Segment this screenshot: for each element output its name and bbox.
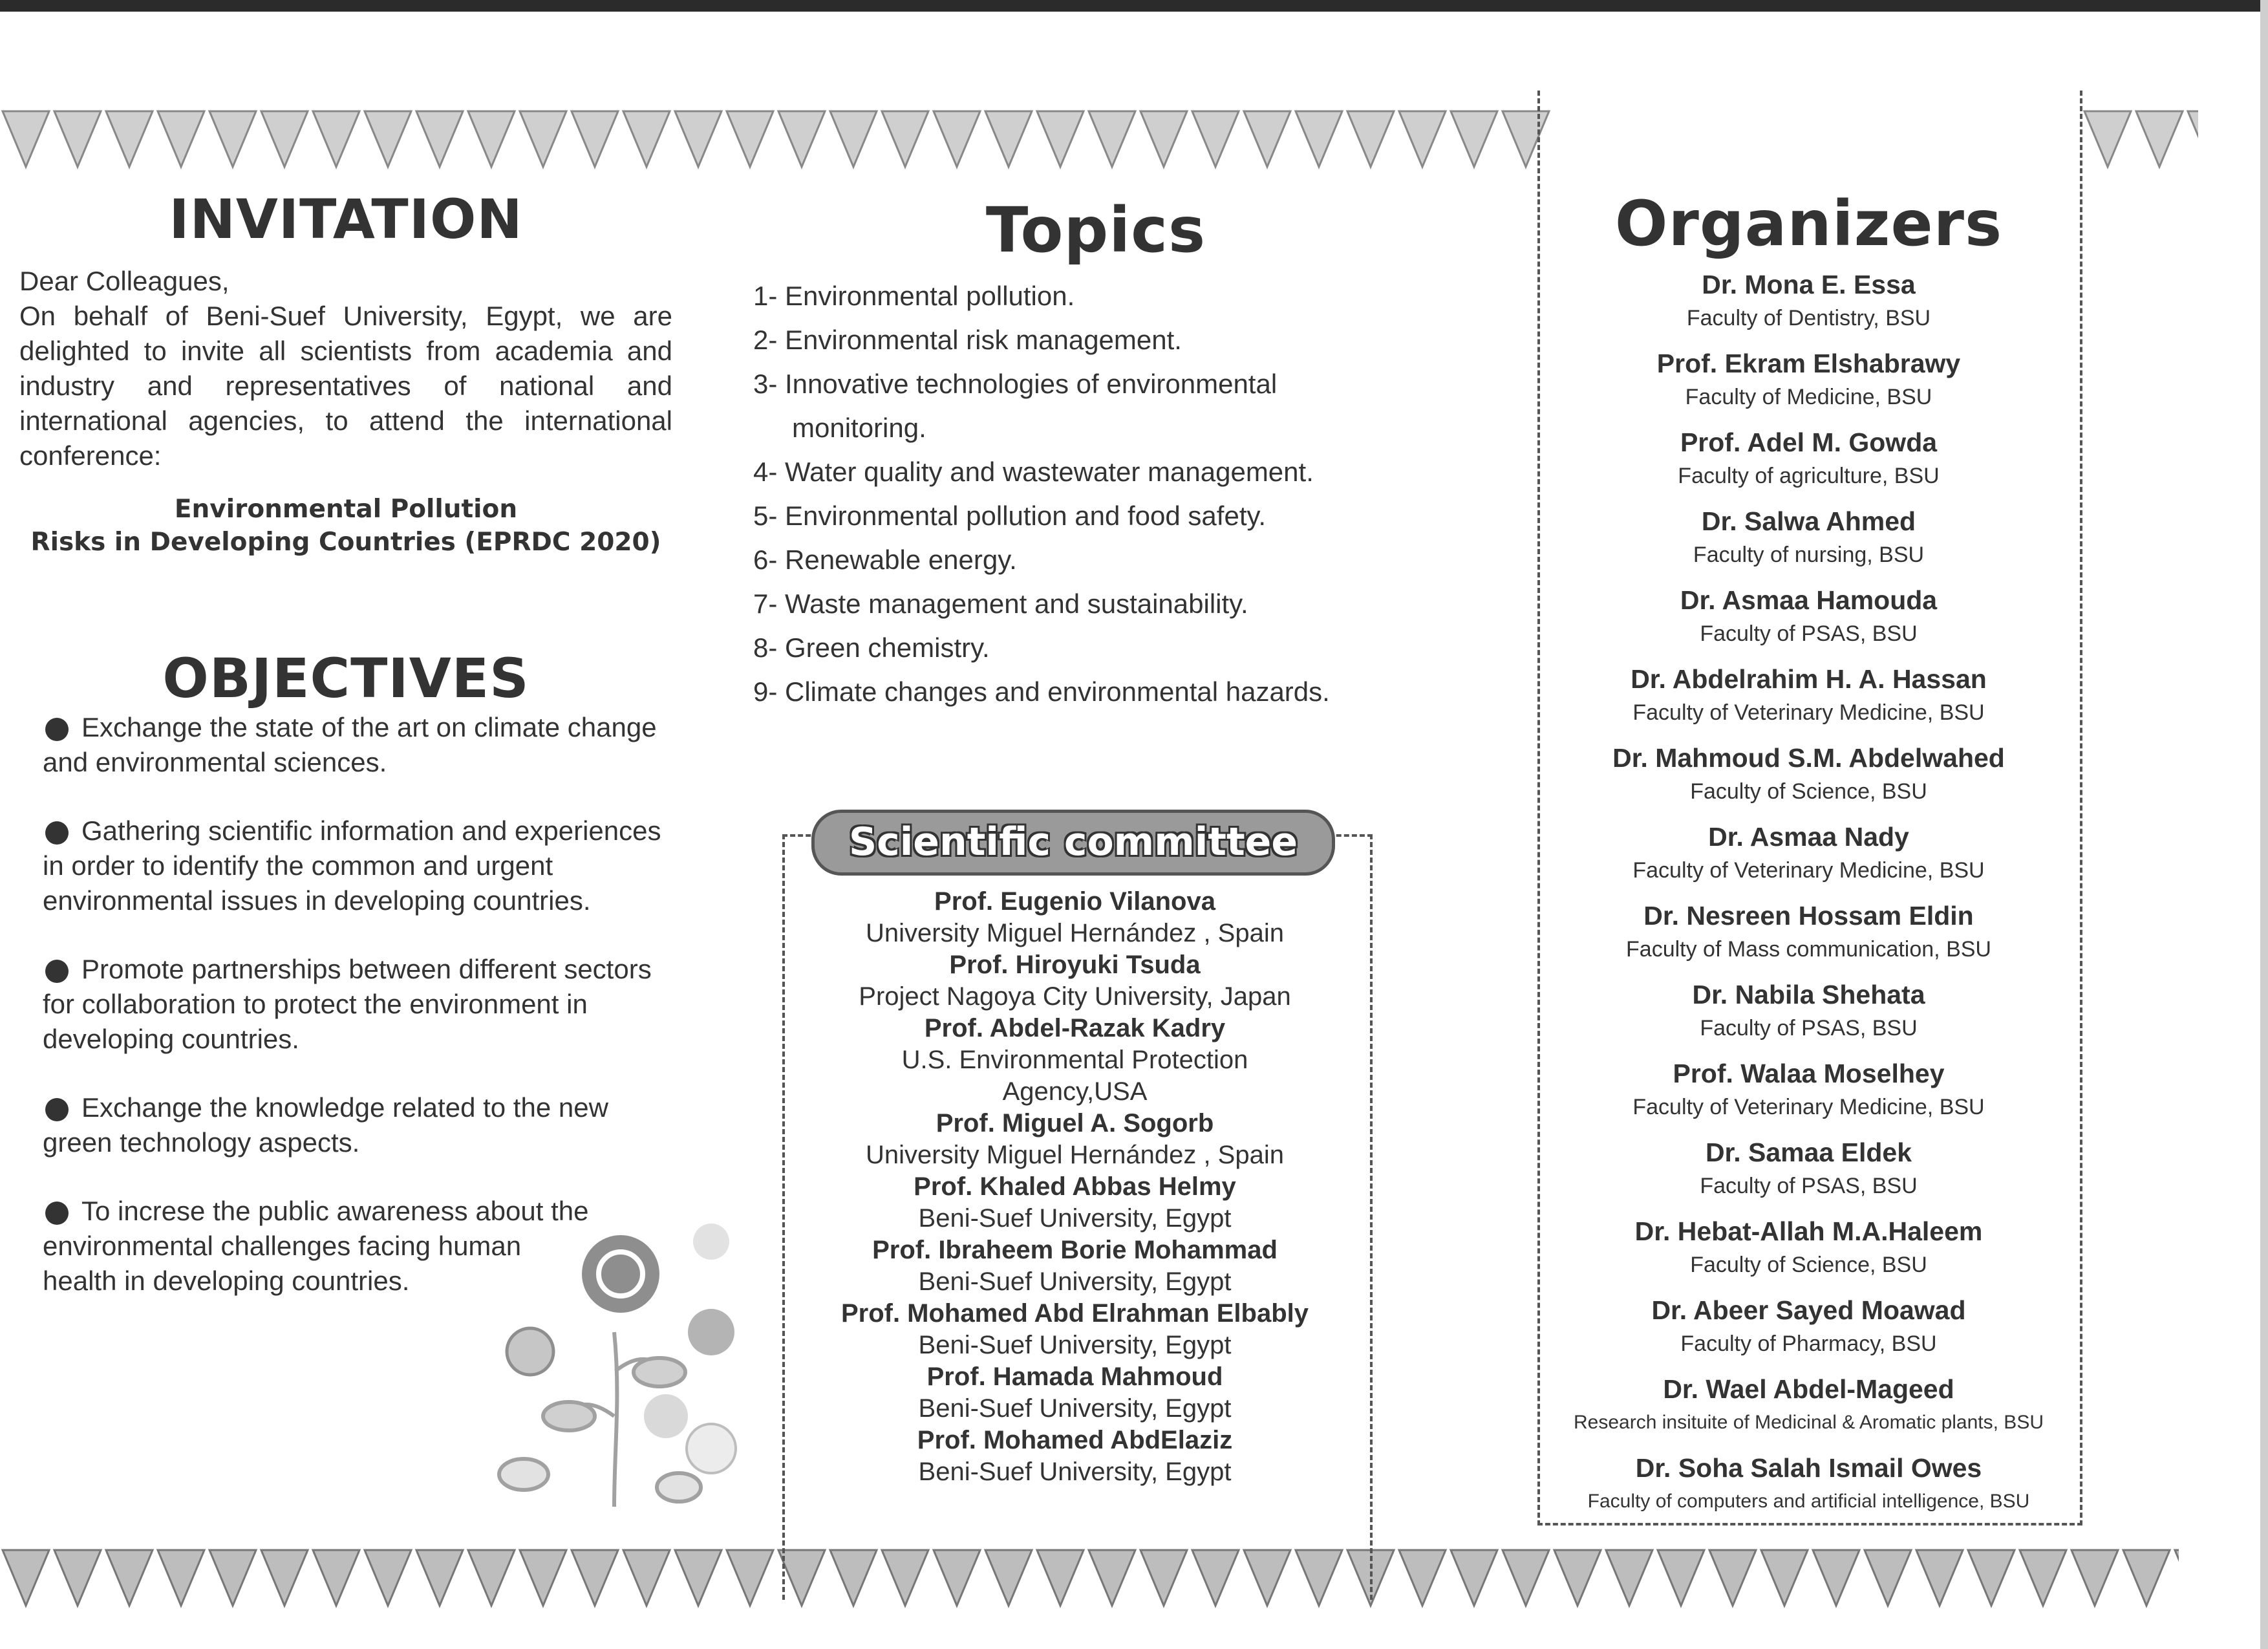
organizer-name: Dr. Samaa Eldek [1705,1137,1912,1167]
organizer-item [1542,1134,2075,1213]
member-name: Prof. Mohamed AbdElaziz [917,1426,1233,1454]
organizer-name: Dr. Abdelrahim H. A. Hassan [1631,664,1987,694]
topic-item: 8- Green chemistry. [753,632,990,663]
bullet-icon [45,718,69,741]
organizer-name: Dr. Hebat-Allah M.A.Haleem [1634,1216,1983,1246]
member-affiliation: U.S. Environmental Protection Agency,USA [901,1046,1248,1106]
organizer-item [1542,661,2075,740]
topic-item: 4- Water quality and wastewater management. [753,457,1314,487]
top-triangle-band-pattern [0,103,1552,175]
organizer-name: Dr. Mahmoud S.M. Abdelwahed [1612,743,2005,773]
scientific-committee-title: Scientific committee [811,810,1335,876]
organizer-item [1542,1450,2075,1529]
conference-name [19,493,672,559]
topic-item: 1- Environmental pollution. [753,281,1075,311]
member-affiliation: Beni-Suef University, Egypt [918,1204,1232,1233]
organizer-affiliation: Faculty of Pharmacy, BSU [1680,1331,1937,1356]
lightbulb-icon [693,1223,729,1260]
topic-item: 5- Environmental pollution and food safety. [753,501,1267,531]
organizer-item [1542,1292,2075,1371]
member-name: Prof. Miguel A. Sogorb [936,1109,1214,1137]
organizer-item [1542,503,2075,582]
topic-item: 3- Innovative technologies of environmental monitoring. [753,369,1278,443]
organizer-name: Dr. Nesreen Hossam Eldin [1643,901,1974,931]
scientific-committee-list [789,886,1361,1488]
organizer-item [1542,582,2075,661]
organizer-affiliation: Faculty of PSAS, BSU [1700,621,1918,646]
member-affiliation: Project Nagoya City University, Japan [859,982,1291,1011]
organizer-affiliation: Faculty of PSAS, BSU [1700,1174,1918,1198]
organizer-name: Prof. Walaa Moselhey [1673,1059,1945,1088]
organizer-name: Dr. Mona E. Essa [1702,270,1916,299]
organizer-name: Dr. Salwa Ahmed [1701,506,1916,536]
organizer-name: Dr. Nabila Shehata [1692,980,1925,1009]
topic-item: 2- Environmental risk management. [753,325,1182,355]
member-affiliation: University Miguel Hernández , Spain [866,1141,1284,1169]
committee-member [789,886,1361,949]
organizer-affiliation: Faculty of agriculture, BSU [1678,464,1940,488]
organizer-affiliation: Faculty of nursing, BSU [1693,543,1925,567]
organizer-item [1542,740,2075,819]
bullet-icon [45,1098,69,1121]
member-affiliation: Beni-Suef University, Egypt [918,1267,1232,1296]
member-affiliation: Beni-Suef University, Egypt [918,1331,1232,1359]
topic-item: 7- Waste management and sustainability. [753,588,1248,619]
organizer-affiliation: Faculty of Science, BSU [1690,779,1927,804]
organizer-item [1542,266,2075,345]
organizer-name: Dr. Wael Abdel-Mageed [1663,1374,1954,1404]
objective-item: Exchange the knowledge related to the new green technology aspects. [43,1092,608,1158]
organizer-affiliation: Faculty of Science, BSU [1690,1253,1927,1277]
organizer-affiliation: Research insituite of Medicinal & Aromatic plants, BSU [1574,1412,2044,1433]
committee-member [789,1108,1361,1171]
objective-item: Promote partnerships between different sectors for collaboration to protect the environment in developing countries. [43,954,652,1054]
objective-item: Gathering scientific information and experiences in order to identify the common and urgent environmental issues in developing countries. [43,815,661,916]
bullet-icon [45,821,69,845]
conference-line-2: Risks in Developing Countries (EPRDC 2020) [30,528,661,557]
organizer-name: Dr. Asmaa Hamouda [1680,585,1938,615]
smiley-icon [644,1394,688,1438]
committee-member [789,1298,1361,1361]
committee-member [789,1425,1361,1488]
organizer-item [1542,345,2075,424]
organizer-item [1542,1371,2075,1450]
organizer-affiliation: Faculty of Mass communication, BSU [1626,937,1991,962]
organizer-name: Dr. Abeer Sayed Moawad [1651,1295,1966,1325]
member-name: Prof. Eugenio Vilanova [934,887,1215,916]
organizer-affiliation: Faculty of Veterinary Medicine, BSU [1632,1095,1985,1119]
member-name: Prof. Khaled Abbas Helmy [914,1172,1236,1201]
member-name: Prof. Hiroyuki Tsuda [949,951,1201,979]
scan-top-edge [0,0,2268,12]
organizer-affiliation: Faculty of Veterinary Medicine, BSU [1632,858,1985,883]
top-right-triangle-band [2082,103,2198,175]
organizer-item [1542,819,2075,898]
organizer-item [1542,976,2075,1055]
bullet-icon [45,960,69,983]
organizer-name: Dr. Soha Salah Ismail Owes [1635,1453,1982,1483]
committee-member [789,1171,1361,1234]
organizer-item [1542,898,2075,976]
organizer-name: Dr. Asmaa Nady [1708,822,1909,852]
committee-member [789,949,1361,1013]
member-name: Prof. Abdel-Razak Kadry [924,1014,1226,1042]
organizer-item [1542,1213,2075,1292]
bullet-icon [45,1202,69,1225]
topic-item: 9- Climate changes and environmental hazards. [753,676,1330,707]
organizer-affiliation: Faculty of Medicine, BSU [1685,385,1932,409]
organizer-item [1542,424,2075,503]
top-triangle-band [0,103,1552,175]
committee-member [789,1361,1361,1425]
invitation-body [19,264,672,473]
bicycle-icon [688,1309,734,1355]
recycle-arrows-icon [687,1424,736,1473]
member-affiliation: University Miguel Hernández , Spain [866,919,1284,947]
top-right-triangle-band-pattern [2082,103,2198,175]
invitation-greeting: Dear Colleagues, [19,266,230,296]
organizer-affiliation: Faculty of Veterinary Medicine, BSU [1632,700,1985,725]
conference-line-1: Environmental Pollution [174,495,518,524]
member-affiliation: Beni-Suef University, Egypt [918,1458,1232,1486]
member-name: Prof. Hamada Mahmoud [926,1363,1223,1391]
member-affiliation: Beni-Suef University, Egypt [918,1394,1232,1423]
organizer-name: Prof. Adel M. Gowda [1680,427,1938,457]
committee-member [789,1013,1361,1108]
organizer-item [1542,1055,2075,1134]
topic-item: 6- Renewable energy. [753,544,1017,575]
organizer-affiliation: Faculty of Dentistry, BSU [1686,306,1931,330]
member-name: Prof. Ibraheem Borie Mohammad [872,1236,1278,1264]
objective-item: To increse the public awareness about the environmental challenges facing human health in developing countries. [43,1196,589,1296]
topics-list [753,274,1400,714]
objective-item: Exchange the state of the art on climate change and environmental sciences. [43,712,657,777]
recycle-icon [582,1235,659,1313]
objectives-title: OBJECTIVES [162,647,530,710]
organizer-affiliation: Faculty of computers and artificial intelligence, BSU [1587,1491,2030,1512]
topics-title: Topics [985,194,1206,266]
organizer-affiliation: Faculty of PSAS, BSU [1700,1016,1918,1040]
invitation-paragraph: On behalf of Beni-Suef University, Egypt, we are delighted to invite all scientists from academia and industry and representatives of national and international agencies, to attend the international conference: [19,301,672,471]
member-name: Prof. Mohamed Abd Elrahman Elbably [840,1299,1309,1328]
organizers-title: Organizers [1614,188,2003,260]
eco-plant-illustration [465,1203,737,1513]
organizers-list [1542,266,2075,1529]
committee-member [789,1234,1361,1298]
scan-right-edge [2260,0,2268,1649]
organizer-name: Prof. Ekram Elshabrawy [1656,349,1961,378]
invitation-title: INVITATION [169,188,523,251]
